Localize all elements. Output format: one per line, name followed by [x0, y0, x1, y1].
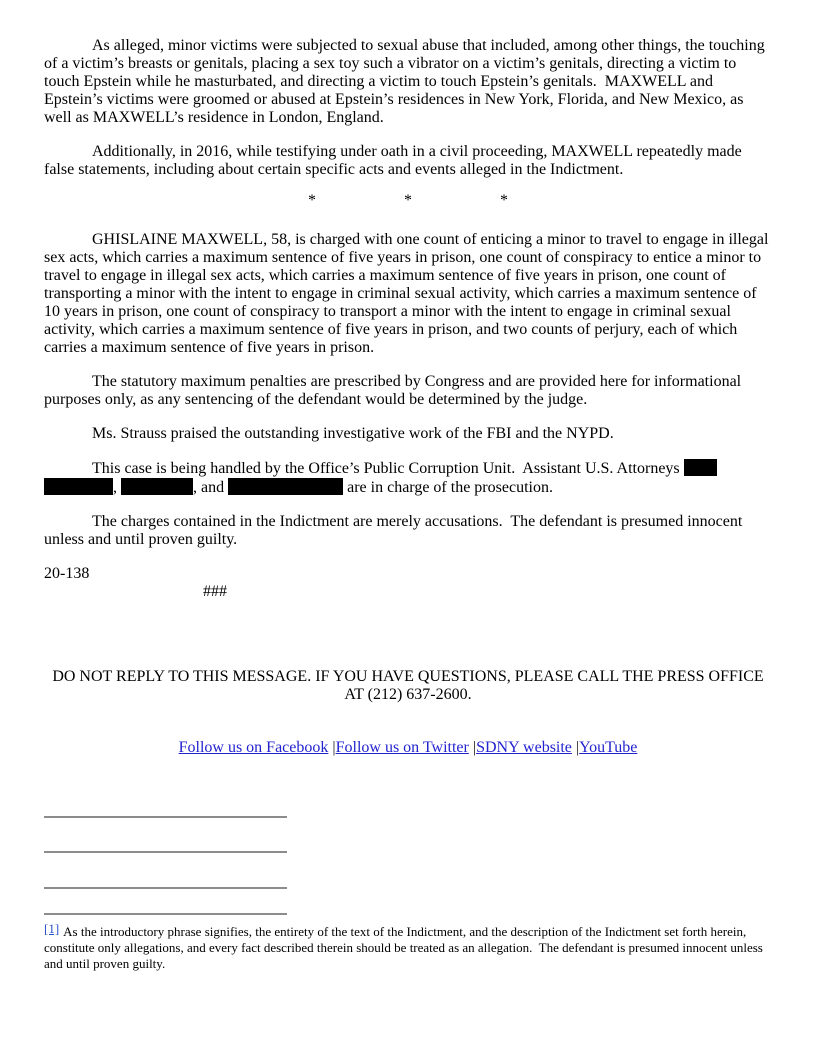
case-number: 20-138	[44, 565, 90, 582]
redaction-bar	[121, 478, 193, 495]
asterisk-separator	[44, 192, 772, 210]
link-separator: |	[575, 739, 580, 756]
end-mark: ###	[203, 583, 227, 600]
blank-rule-line	[44, 851, 287, 853]
paragraph-false-statements: Additionally, in 2016, while testifying under oath in a civil proceeding, MAXWELL repeatedly made false statements, including about certain specific acts and events alleged in the Indictment.	[44, 143, 742, 178]
asterisk: *	[308, 192, 316, 209]
prosecution-separator-comma: ,	[113, 479, 121, 496]
footnote-marker-link[interactable]: [1]	[44, 921, 60, 936]
blank-rule-line	[44, 913, 287, 915]
paragraph-abuse-allegations: As alleged, minor victims were subjected to sexual abuse that included, among other things, the touching of a victim’s breasts or genitals, placing a sex toy such a vibrator on a victim’s genitals, directing a victim to touch Epstein while he masturbated, and directing a victim to touch Epstein’s genitals. MAXWELL and Epstein’s victims were groomed or abused at Epstein’s residences in New York, Florida, and New Mexico, as well as MAXWELL’s residence in London, England.	[44, 37, 765, 126]
paragraph-praise: Ms. Strauss praised the outstanding investigative work of the FBI and the NYPD.	[92, 425, 614, 442]
prosecution-text-line2-end: are in charge of the prosecution.	[343, 479, 553, 496]
twitter-link[interactable]: Follow us on Twitter	[335, 739, 469, 756]
link-separator: |	[472, 739, 477, 756]
redaction-bar	[44, 478, 113, 495]
link-separator: |	[332, 739, 336, 756]
paragraph-statutory-maximums: The statutory maximum penalties are prescribed by Congress and are provided here for informational purposes only, as any sentencing of the defendant would be determined by the judge.	[44, 373, 742, 408]
paragraph-charges: GHISLAINE MAXWELL, 58, is charged with one count of enticing a minor to travel to engage in illegal sex acts, which carries a maximum sentence of five years in prison, one count of conspiracy to entice a minor to travel to engage in illegal sex acts, which carries a maximum sentence of five years in prison, one count of transporting a minor with the intent to engage in criminal sexual activity, which carries a maximum sentence of 10 years in prison, one count of conspiracy to transport a minor with the intent to engage in criminal sexual activity, which carries a maximum sentence of five years in prison, and two counts of perjury, each of which carries a maximum sentence of five years in prison.	[44, 231, 769, 356]
blank-rule-line	[44, 816, 287, 818]
blank-rule-line	[44, 887, 287, 889]
prosecution-separator-and: , and	[193, 479, 229, 496]
asterisk: *	[404, 192, 412, 209]
social-links-row	[44, 739, 772, 757]
press-office-notice: DO NOT REPLY TO THIS MESSAGE. IF YOU HAVE QUESTIONS, PLEASE CALL THE PRESS OFFICE AT (212) 637-2600.	[52, 668, 764, 703]
redaction-bar	[684, 459, 717, 476]
prosecution-text-line1: This case is being handled by the Office’s Public Corruption Unit. Assistant U.S. Attorneys	[92, 460, 684, 477]
paragraph-disclaimer: The charges contained in the Indictment are merely accusations. The defendant is presumed innocent unless and until proven guilty.	[44, 513, 743, 548]
asterisk: *	[500, 192, 508, 209]
footnote-text: As the introductory phrase signifies, the entirety of the text of the Indictment, and the description of the Indictment set forth herein, constitute only allegations, and every fact described therein should be treated as an allegation. The defendant is presumed innocent unless and until proven guilty.	[44, 924, 763, 971]
facebook-link[interactable]: Follow us on Facebook	[178, 739, 329, 756]
footnote	[44, 921, 772, 972]
paragraph-prosecution-team	[44, 459, 772, 497]
sdny-website-link[interactable]: SDNY website	[476, 739, 572, 756]
redaction-bar	[228, 478, 343, 495]
youtube-link[interactable]: YouTube	[579, 739, 638, 756]
blank-rule-lines	[44, 816, 772, 915]
